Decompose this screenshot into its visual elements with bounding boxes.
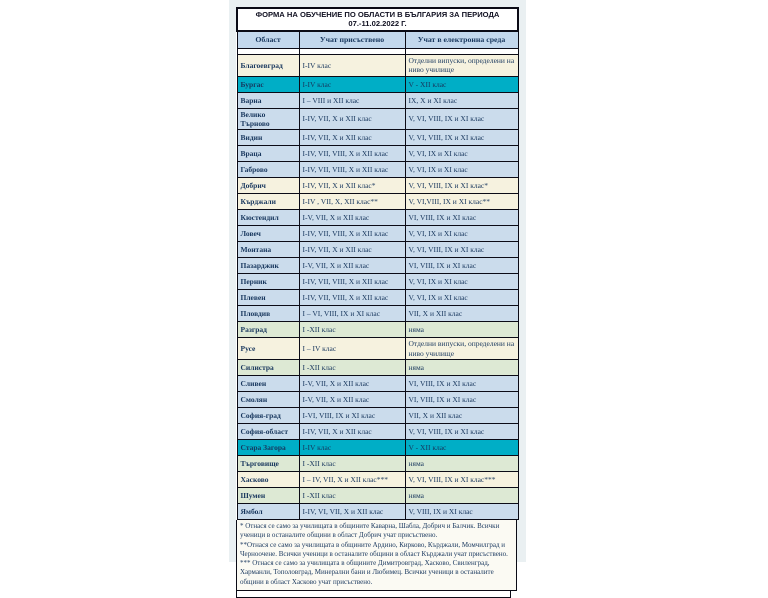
region-cell: Перник (237, 274, 299, 290)
region-cell: Разград (237, 322, 299, 338)
in-person-cell: I-IV , VII, X, XII клас** (299, 194, 405, 210)
in-person-cell: I-IV, VII, VIII, X и XII клас (299, 290, 405, 306)
region-cell: Кюстендил (237, 210, 299, 226)
in-person-cell: I-IV клас (299, 440, 405, 456)
region-cell: Видин (237, 130, 299, 146)
in-person-cell: I – VI, VIII, IX и XI клас (299, 306, 405, 322)
region-cell: Хасково (237, 472, 299, 488)
electronic-cell: V, VI, VIII, IX и XI клас (405, 108, 518, 130)
in-person-cell: I-IV, VII, X и XII клас (299, 130, 405, 146)
region-cell: Велико Търново (237, 108, 299, 130)
region-cell: Ямбол (237, 504, 299, 520)
table-row (237, 306, 518, 322)
electronic-cell: V, VI,VIII, IX и XI клас** (405, 194, 518, 210)
electronic-cell: VII, X и XII клас (405, 306, 518, 322)
electronic-cell: V - XII клас (405, 440, 518, 456)
table-row (237, 322, 518, 338)
table-row (237, 210, 518, 226)
region-cell: Стара Загора (237, 440, 299, 456)
electronic-cell: V, VI, VIII, IX и XI клас (405, 242, 518, 258)
table-row (237, 258, 518, 274)
table-row (237, 408, 518, 424)
in-person-cell: I-IV, VII, VIII, X и XII клас (299, 146, 405, 162)
region-cell: Пазарджик (237, 258, 299, 274)
in-person-cell: I – VIII и XII клас (299, 92, 405, 108)
region-cell: Бургас (237, 76, 299, 92)
table-row (237, 146, 518, 162)
electronic-cell: Отделни випуски, определени на ниво училище (405, 54, 518, 76)
region-cell: София-област (237, 424, 299, 440)
table-body (237, 54, 518, 519)
electronic-cell: VII, X и XII клас (405, 408, 518, 424)
region-cell: Враца (237, 146, 299, 162)
electronic-cell: Отделни випуски, определени на ниво училище (405, 338, 518, 360)
region-cell: Добрич (237, 178, 299, 194)
table-row (237, 194, 518, 210)
in-person-cell: I-IV, VII, X и XII клас* (299, 178, 405, 194)
region-cell: Монтана (237, 242, 299, 258)
in-person-cell: I-IV, VII, X и XII клас (299, 242, 405, 258)
electronic-cell: V, VI, IX и XI клас (405, 274, 518, 290)
electronic-cell: няма (405, 488, 518, 504)
in-person-cell: I -XII клас (299, 488, 405, 504)
education-forms-table (236, 7, 519, 520)
region-cell: Шумен (237, 488, 299, 504)
footnotes (236, 520, 517, 591)
in-person-cell: I-IV, VII, VIII, X и XII клас (299, 274, 405, 290)
electronic-cell: V, VI, IX и XI клас (405, 226, 518, 242)
footnote-1: * Отнася се само за училищата в общините Каварна, Шабла, Добрич и Балчик. Всички ученици в останалите общини в област Добрич учат присъствено. (240, 522, 500, 540)
table-row (237, 108, 518, 130)
region-cell: Варна (237, 92, 299, 108)
column-header-region: Област (237, 31, 299, 49)
electronic-cell: IX, X и XI клас (405, 92, 518, 108)
table-header-row (237, 31, 518, 49)
table-row (237, 440, 518, 456)
region-cell: Габрово (237, 162, 299, 178)
electronic-cell: V, VI, IX и XI клас (405, 290, 518, 306)
electronic-cell: V, VIII, IX и XI клас (405, 504, 518, 520)
electronic-cell: V, VI, IX и XI клас (405, 162, 518, 178)
table-row (237, 504, 518, 520)
in-person-cell: I -XII клас (299, 456, 405, 472)
electronic-cell: VI, VIII, IX и XI клас (405, 210, 518, 226)
electronic-cell: VI, VIII, IX и XI клас (405, 376, 518, 392)
region-cell: София-град (237, 408, 299, 424)
region-cell: Плевен (237, 290, 299, 306)
electronic-cell: V, VI, VIII, IX и XI клас (405, 424, 518, 440)
region-cell: Силистра (237, 360, 299, 376)
table-row (237, 488, 518, 504)
footnote-3: *** Отнася се само за училищата в общините Димитровград, Хасково, Свиленград, Харманли, Тополовград, Минерални бани и Любимец. Всички ученици в останалите общини в област Хасково учат присъствено. (240, 559, 494, 586)
table-title-row (237, 8, 518, 31)
table-row (237, 54, 518, 76)
region-cell: Смолян (237, 392, 299, 408)
table-row (237, 456, 518, 472)
region-cell: Благоевград (237, 54, 299, 76)
in-person-cell: I-IV клас (299, 76, 405, 92)
in-person-cell: I-V, VII, X и XII клас (299, 210, 405, 226)
column-header-electronic: Учат в електронна среда (405, 31, 518, 49)
in-person-cell: I – IV клас (299, 338, 405, 360)
table-row (237, 242, 518, 258)
table-wrapper (236, 7, 517, 598)
footnote-2: **Отнася се само за училищата в общините Ардино, Кирково, Кърджали, Момчилград и Черноочене. Всички ученици в останалите общини в област Кърджали учат присъствено. (240, 540, 508, 558)
in-person-cell: I-IV, VI, VII, X и XII клас (299, 504, 405, 520)
in-person-cell: I-IV, VII, VIII, X и XII клас (299, 226, 405, 242)
in-person-cell: I-V, VII, X и XII клас (299, 376, 405, 392)
region-cell: Пловдив (237, 306, 299, 322)
electronic-cell: V - XII клас (405, 76, 518, 92)
table-row (237, 290, 518, 306)
scanned-document (229, 0, 526, 586)
table-row (237, 424, 518, 440)
in-person-cell: I -XII клас (299, 322, 405, 338)
region-cell: Ловеч (237, 226, 299, 242)
table-row (237, 472, 518, 488)
in-person-cell: I-IV, VII, VIII, X и XII клас (299, 162, 405, 178)
region-cell: Кърджали (237, 194, 299, 210)
in-person-cell: I -XII клас (299, 360, 405, 376)
electronic-cell: VI, VIII, IX и XI клас (405, 258, 518, 274)
table-row (237, 76, 518, 92)
table-row (237, 92, 518, 108)
in-person-cell: I-IV клас (299, 54, 405, 76)
table-row (237, 376, 518, 392)
electronic-cell: V, VI, VIII, IX и XI клас (405, 130, 518, 146)
electronic-cell: V, VI, IX и XI клас (405, 146, 518, 162)
table-title: ФОРМА НА ОБУЧЕНИЕ ПО ОБЛАСТИ В БЪЛГАРИЯ ЗА ПЕРИОДА 07.-11.02.2022 Г. (237, 8, 518, 31)
electronic-cell: V, VI, VIII, IX и XI клас* (405, 178, 518, 194)
region-cell: Търговище (237, 456, 299, 472)
table-row (237, 162, 518, 178)
electronic-cell: VI, VIII, IX и XI клас (405, 392, 518, 408)
in-person-cell: I-VI, VIII, IX и XI клас (299, 408, 405, 424)
region-cell: Русе (237, 338, 299, 360)
in-person-cell: I – IV, VII, X и XII клас*** (299, 472, 405, 488)
in-person-cell: I-V, VII, X и XII клас (299, 258, 405, 274)
in-person-cell: I-V, VII, X и XII клас (299, 392, 405, 408)
table-row (237, 392, 518, 408)
table-row (237, 274, 518, 290)
bottom-strip (236, 591, 511, 598)
table-row (237, 226, 518, 242)
electronic-cell: няма (405, 322, 518, 338)
electronic-cell: няма (405, 360, 518, 376)
in-person-cell: I-IV, VII, X и XII клас (299, 108, 405, 130)
electronic-cell: V, VI, VIII, IX и XI клас*** (405, 472, 518, 488)
table-row (237, 338, 518, 360)
in-person-cell: I-IV, VII, X и XII клас (299, 424, 405, 440)
region-cell: Сливен (237, 376, 299, 392)
electronic-cell: няма (405, 456, 518, 472)
table-row (237, 360, 518, 376)
table-row (237, 178, 518, 194)
column-header-in-person: Учат присъствено (299, 31, 405, 49)
table-row (237, 130, 518, 146)
